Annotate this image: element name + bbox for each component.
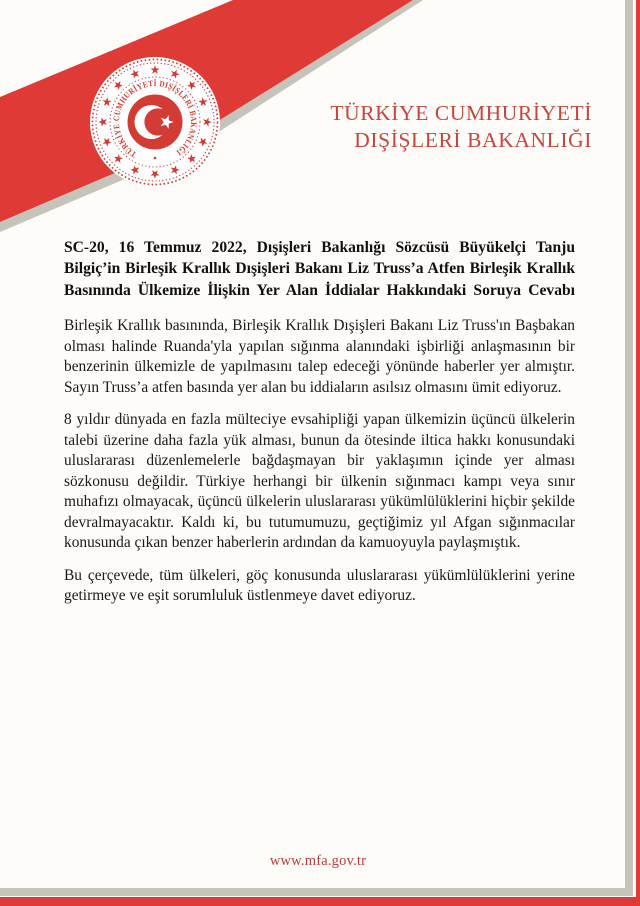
paragraph-2: 8 yıldır dünyada en fazla mülteciye evsahipliği yapan ülkemizin üçüncü ülkelerin talebi üzerine daha fazla yük alması, bunun da ötesinde iltica hakkı konusundaki uluslararası düzenlemelerle bağdaşmayan bir yaklaşımın içinde yer alması sözkonusu değildir. Türkiye herhangi bir ülkenin sığınmacı kampı veya sınır muhafızı olmayacak, üçüncü ülkelerin uluslararası yükümlülüklerini hiçbir şekilde devralmayacaktır. Kaldı ki, bu tutumumuzu, geçtiğimiz yıl Afgan sığınmacılar konusunda çıkan benzer haberlerin ardından da kamuoyuyla paylaşmıştık. (64, 411, 575, 552)
paragraph-1: Birleşik Krallık basınında, Birleşik Krallık Dışişleri Bakanı Liz Truss'ın Başbakan olması halinde Ruanda'yla yapılan sığınma alanındaki işbirliği anlaşmasının bir benzerinin ülkemizle de yapılmasını talep edeceği yönünde haberler yer almıştır. Sayın Truss’a atfen basında yer alan bu iddiaların asılsız olmasını ümit ediyoruz. (64, 317, 575, 396)
document-title: SC-20, 16 Temmuz 2022, Dışişleri Bakanlığı Sözcüsü Büyükelçi Tanju Bilgiç’in Birleşik Krallık Dışişleri Bakanı Liz Truss’a Atfen Birleşik Krallık Basınında Ülkemize İlişkin Yer Alan İddialar Hakkındaki Soruya Cevabı (64, 239, 575, 299)
ministry-name-line2: DIŞİŞLERİ BAKANLIĞI (354, 127, 592, 152)
website-link[interactable]: www.mfa.gov.tr (269, 853, 367, 869)
bottom-gray-stripe (0, 888, 633, 896)
right-gray-stripe (625, 0, 633, 896)
ministry-name (330, 100, 592, 153)
document-body (64, 237, 575, 619)
ministry-name-line1: TÜRKİYE CUMHURİYETİ (330, 101, 592, 125)
ring-text-separator-dot (154, 157, 157, 160)
right-red-stripe (636, 0, 640, 906)
paragraph-3: Bu çerçevede, tüm ülkeleri, göç konusunda uluslararası yükümlülüklerini yerine getirmeye ve eşit sorumluluk üstlenmeye davet ediyoruz. (64, 566, 575, 605)
bottom-red-stripe (0, 897, 640, 906)
emblem-ring-text: TÜRKİYE CUMHURİYETİ DIŞİŞLERİ BAKANLIĞI (110, 77, 200, 160)
mfa-emblem-icon (89, 56, 221, 188)
